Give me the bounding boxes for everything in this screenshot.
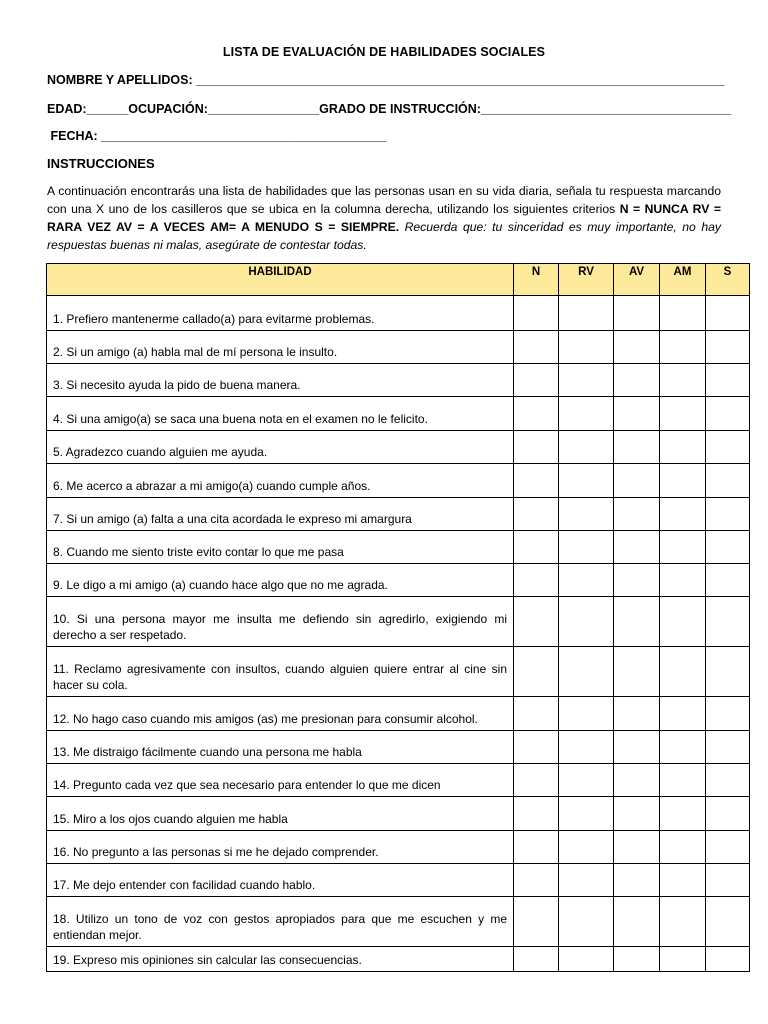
answer-box-rv[interactable] [559, 797, 614, 831]
table-row [47, 464, 750, 498]
answer-box-s[interactable] [706, 897, 750, 947]
answer-box-n[interactable] [514, 647, 559, 697]
answer-box-n[interactable] [514, 296, 559, 331]
header-s: S [706, 264, 750, 296]
answer-box-av[interactable] [614, 764, 660, 797]
answer-box-av[interactable] [614, 364, 660, 397]
answer-box-av[interactable] [614, 498, 660, 531]
header-rv: RV [559, 264, 614, 296]
instructions-heading: INSTRUCCIONES [47, 156, 155, 171]
header-av: AV [614, 264, 660, 296]
answer-box-n[interactable] [514, 697, 559, 731]
table-row [47, 397, 750, 431]
answer-box-rv[interactable] [559, 498, 614, 531]
name-field[interactable]: NOMBRE Y APELLIDOS: ____________________________________________________________________________ [47, 73, 725, 87]
answer-box-n[interactable] [514, 331, 559, 364]
answer-box-am[interactable] [660, 647, 706, 697]
answer-box-am[interactable] [660, 764, 706, 797]
answer-box-rv[interactable] [559, 564, 614, 597]
answer-box-am[interactable] [660, 831, 706, 864]
answer-box-rv[interactable] [559, 831, 614, 864]
skill-text: 9. Le digo a mi amigo (a) cuando hace algo que no me agrada. [47, 564, 514, 597]
answer-box-rv[interactable] [559, 331, 614, 364]
table-row [47, 831, 750, 864]
answer-box-s[interactable] [706, 864, 750, 897]
instructions-criteria: N = NUNCA RV = RARA VEZ AV = A VECES AM= A MENUDO S = SIEMPRE. [47, 202, 721, 234]
skill-text: 1. Prefiero mantenerme callado(a) para evitarme problemas. [47, 296, 514, 331]
table-row [47, 947, 750, 972]
answer-box-s[interactable] [706, 797, 750, 831]
answer-box-s[interactable] [706, 464, 750, 498]
table-row [47, 647, 750, 697]
answer-box-av[interactable] [614, 431, 660, 464]
skill-text: 13. Me distraigo fácilmente cuando una persona me habla [47, 731, 514, 764]
skill-text: 2. Si un amigo (a) habla mal de mí persona le insulto. [47, 331, 514, 364]
answer-box-am[interactable] [660, 564, 706, 597]
answer-box-n[interactable] [514, 597, 559, 647]
answer-box-av[interactable] [614, 597, 660, 647]
skill-text: 8. Cuando me siento triste evito contar lo que me pasa [47, 531, 514, 564]
answer-box-am[interactable] [660, 498, 706, 531]
answer-box-av[interactable] [614, 331, 660, 364]
answer-box-rv[interactable] [559, 364, 614, 397]
date-field[interactable]: FECHA: _________________________________________ [47, 129, 387, 143]
table-row [47, 364, 750, 397]
answer-box-am[interactable] [660, 431, 706, 464]
answer-box-s[interactable] [706, 331, 750, 364]
answer-box-s[interactable] [706, 498, 750, 531]
answer-box-rv[interactable] [559, 947, 614, 972]
skill-text: 12. No hago caso cuando mis amigos (as) me presionan para consumir alcohol. [47, 697, 514, 731]
answer-box-av[interactable] [614, 647, 660, 697]
skills-table-body [47, 296, 750, 972]
answer-box-am[interactable] [660, 597, 706, 647]
answer-box-rv[interactable] [559, 431, 614, 464]
skill-text: 4. Si una amigo(a) se saca una buena nota en el examen no le felicito. [47, 397, 514, 431]
skill-text: 10. Si una persona mayor me insulta me defiendo sin agredirlo, exigiendo mi derecho a ser respetado. [47, 597, 514, 647]
answer-box-n[interactable] [514, 431, 559, 464]
answer-box-s[interactable] [706, 831, 750, 864]
answer-box-am[interactable] [660, 296, 706, 331]
table-row [47, 498, 750, 531]
answer-box-av[interactable] [614, 697, 660, 731]
answer-box-n[interactable] [514, 897, 559, 947]
answer-box-av[interactable] [614, 464, 660, 498]
answer-box-n[interactable] [514, 397, 559, 431]
answer-box-s[interactable] [706, 697, 750, 731]
answer-box-s[interactable] [706, 564, 750, 597]
age-occupation-education-field[interactable]: EDAD:______OCUPACIÓN:________________GRADO DE INSTRUCCIÓN:____________________________________ [47, 102, 732, 116]
answer-box-rv[interactable] [559, 597, 614, 647]
table-row [47, 431, 750, 464]
answer-box-n[interactable] [514, 947, 559, 972]
header-n: N [514, 264, 559, 296]
answer-box-rv[interactable] [559, 897, 614, 947]
table-row [47, 697, 750, 731]
header-am: AM [660, 264, 706, 296]
skill-text: 3. Si necesito ayuda la pido de buena manera. [47, 364, 514, 397]
answer-box-av[interactable] [614, 897, 660, 947]
answer-box-rv[interactable] [559, 531, 614, 564]
answer-box-n[interactable] [514, 464, 559, 498]
answer-box-av[interactable] [614, 531, 660, 564]
answer-box-n[interactable] [514, 731, 559, 764]
skill-text: 5. Agradezco cuando alguien me ayuda. [47, 431, 514, 464]
skill-text: 14. Pregunto cada vez que sea necesario para entender lo que me dicen [47, 764, 514, 797]
answer-box-av[interactable] [614, 831, 660, 864]
table-row [47, 564, 750, 597]
instructions-plain: A continuación encontrarás una lista de habilidades que las personas usan en su vida diaria, señala tu respuesta marcando con una X uno de los casilleros que se ubica en la columna derecha, utilizando los siguientes criterios [47, 184, 721, 216]
answer-box-am[interactable] [660, 947, 706, 972]
skill-text: 16. No pregunto a las personas si me he dejado comprender. [47, 831, 514, 864]
answer-box-am[interactable] [660, 697, 706, 731]
answer-box-s[interactable] [706, 296, 750, 331]
form-title: LISTA DE EVALUACIÓN DE HABILIDADES SOCIALES [222, 45, 546, 59]
answer-box-s[interactable] [706, 731, 750, 764]
answer-box-n[interactable] [514, 764, 559, 797]
answer-box-rv[interactable] [559, 647, 614, 697]
answer-box-s[interactable] [706, 431, 750, 464]
answer-box-av[interactable] [614, 947, 660, 972]
table-row [47, 531, 750, 564]
table-row [47, 897, 750, 947]
skill-text: 6. Me acerco a abrazar a mi amigo(a) cuando cumple años. [47, 464, 514, 498]
table-row [47, 864, 750, 897]
header-habilidad: HABILIDAD [47, 264, 514, 296]
answer-box-rv[interactable] [559, 731, 614, 764]
answer-box-n[interactable] [514, 797, 559, 831]
skills-table [46, 263, 750, 972]
answer-box-am[interactable] [660, 464, 706, 498]
answer-box-rv[interactable] [559, 764, 614, 797]
skill-text: 11. Reclamo agresivamente con insultos, cuando alguien quiere entrar al cine sin hacer su cola. [47, 647, 514, 697]
answer-box-s[interactable] [706, 597, 750, 647]
answer-box-n[interactable] [514, 364, 559, 397]
instructions-note: Recuerda que: tu sinceridad es muy importante, no hay respuestas buenas ni malas, asegúrate de contestar todas. [47, 220, 721, 252]
answer-box-n[interactable] [514, 531, 559, 564]
answer-box-s[interactable] [706, 531, 750, 564]
table-row [47, 296, 750, 331]
answer-box-av[interactable] [614, 797, 660, 831]
answer-box-s[interactable] [706, 397, 750, 431]
table-row [47, 331, 750, 364]
answer-box-am[interactable] [660, 897, 706, 947]
answer-box-am[interactable] [660, 397, 706, 431]
table-header-row [47, 264, 750, 296]
table-row [47, 731, 750, 764]
skill-text: 18. Utilizo un tono de voz con gestos apropiados para que me escuchen y me entiendan mejor. [47, 897, 514, 947]
answer-box-n[interactable] [514, 564, 559, 597]
answer-box-rv[interactable] [559, 697, 614, 731]
answer-box-s[interactable] [706, 947, 750, 972]
answer-box-rv[interactable] [559, 397, 614, 431]
answer-box-s[interactable] [706, 764, 750, 797]
skill-text: 17. Me dejo entender con facilidad cuando hablo. [47, 864, 514, 897]
answer-box-am[interactable] [660, 864, 706, 897]
answer-box-rv[interactable] [559, 864, 614, 897]
answer-box-av[interactable] [614, 564, 660, 597]
answer-box-s[interactable] [706, 364, 750, 397]
answer-box-av[interactable] [614, 397, 660, 431]
answer-box-n[interactable] [514, 864, 559, 897]
table-row [47, 597, 750, 647]
table-row [47, 764, 750, 797]
answer-box-rv[interactable] [559, 296, 614, 331]
answer-box-rv[interactable] [559, 464, 614, 498]
answer-box-am[interactable] [660, 531, 706, 564]
instructions-text [47, 182, 721, 254]
answer-box-av[interactable] [614, 296, 660, 331]
skill-text: 15. Miro a los ojos cuando alguien me habla [47, 797, 514, 831]
answer-box-am[interactable] [660, 364, 706, 397]
skill-text: 7. Si un amigo (a) falta a una cita acordada le expreso mi amargura [47, 498, 514, 531]
table-row [47, 797, 750, 831]
skill-text: 19. Expreso mis opiniones sin calcular las consecuencias. [47, 947, 514, 972]
answer-box-n[interactable] [514, 498, 559, 531]
answer-box-am[interactable] [660, 731, 706, 764]
answer-box-am[interactable] [660, 331, 706, 364]
answer-box-n[interactable] [514, 831, 559, 864]
answer-box-s[interactable] [706, 647, 750, 697]
answer-box-av[interactable] [614, 864, 660, 897]
answer-box-am[interactable] [660, 797, 706, 831]
answer-box-av[interactable] [614, 731, 660, 764]
